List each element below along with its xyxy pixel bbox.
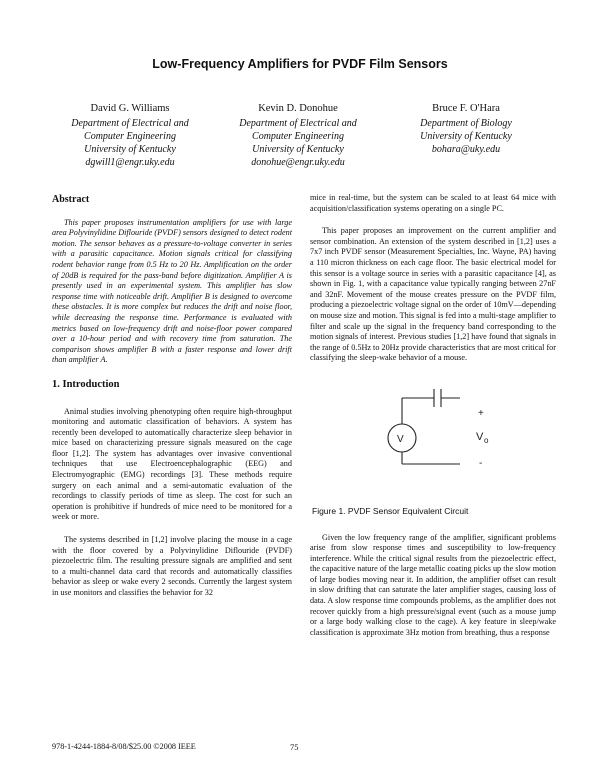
intro-paragraph-1: Animal studies involving phenotyping often require high-throughput monitoring and automatic classification of behaviors. A system has recently been developed to automatically characterize sleep behavior in mice based on characterizing pressure signals measured on the cage floor [1,2]. The system has advantages over invasive conventional techniques that use Electroencephalographic (EEG) and Electromyographic (EMG) recordings [3]. These methods require surgery on each animal and a semi-automatic evaluation of the recordings to classify periods of time as sleep. The cost for such an operation is prohibitive if hundreds of mice need to be monitored for a week or more. bbox=[52, 406, 292, 522]
source-label: V bbox=[397, 433, 404, 445]
author-name: David G. Williams bbox=[90, 103, 170, 114]
author-email: donohue@engr.uky.edu bbox=[251, 157, 345, 168]
author-email: dgwill1@engr.uky.edu bbox=[85, 157, 175, 168]
abstract-text: This paper proposes instrumentation amplifiers for use with large area Polyvinylidine Diflouride (PVDF) sensors designed to detect rodent motion. The sensor behaves as a pressure-to-voltage converter in series with a parasitic capacitance. Motion signals critical for classifying rodent behavior range from 0.5 Hz to 20 Hz. Amplification on the order of 20dB is required for the pass-band before digitization. Amplifier A is presently used in an experimental system. This amplifier has slow response time with noticeable drift. Amplifier B is designed to overcome these obstacles. It is more complex but reduces the drift and noise floor, while decreasing the response time. Performance is evaluated with metrics based on low-frequency drift and noise-floor power compared over a 10-hour period and with recovery time from saturation. The comparison shows amplifier B with a faster response and lower drift than amplifier A. bbox=[52, 217, 292, 365]
author-name: Bruce F. O'Hara bbox=[432, 103, 500, 114]
author-department: Department of Electrical and bbox=[71, 118, 189, 129]
right-column bbox=[310, 193, 556, 638]
author-department-line2: Computer Engineering bbox=[84, 131, 176, 142]
body-paragraph-continued: mice in real-time, but the system can be scaled to at least 64 mice with acquisition/classification systems operating on a single PC. bbox=[310, 193, 556, 213]
output-voltage-label: V bbox=[476, 430, 484, 443]
figure-1 bbox=[310, 364, 556, 506]
footer-isbn: 978-1-4244-1884-8/08/$25.00 ©2008 IEEE bbox=[52, 742, 196, 751]
output-voltage-subscript: o bbox=[484, 435, 489, 445]
body-paragraph: Given the low frequency range of the amplifier, significant problems arise from slow response times and susceptibility to low-frequency interference. While the critical signal results from the piezoelectric effect, the capacitive nature of the large metallic coating picks up the slow motion of large bodies moving near it. In addition, the amplifier offset can result in slow drifting that can saturate the later amplifier stages, causing loss of data. A slow response time compounds problems, as the amplifier does not recover quickly from a high pressure/signal event (such as a mouse jump or a large body walking close to the cage). A key feature in sleep/wake classification is approximate 3Hz motion from breathing, thus a response bbox=[310, 532, 556, 637]
plus-terminal-label: + bbox=[478, 407, 484, 419]
minus-terminal-label: - bbox=[479, 457, 483, 469]
author-department: Department of Electrical and bbox=[239, 118, 357, 129]
section-heading-introduction: 1. Introduction bbox=[52, 378, 120, 390]
figure-1-caption: Figure 1. PVDF Sensor Equivalent Circuit bbox=[312, 505, 469, 516]
page-number: 75 bbox=[290, 742, 299, 752]
author-block bbox=[35, 102, 225, 169]
paper-title: Low-Frequency Amplifiers for PVDF Film Sensors bbox=[152, 57, 448, 71]
author-university: University of Kentucky bbox=[84, 144, 176, 155]
left-column bbox=[52, 193, 292, 599]
author-block bbox=[203, 102, 393, 169]
body-paragraph: This paper proposes an improvement on the current amplifier and sensor combination. An extension of the system described in [1,2] uses a 7x7 inch PVDF sensor (Measurement Specialties, Inc. Wayne, PA) having a 110 micron thickness on each cage floor. The basic electrical model for this sensor is a voltage source in series with a parasitic capacitance [4], as shown in Fig. 1, with a capacitance value typically ranging between 27nF and 32nF. Movement of the mouse creates pressure on the PVDF film, producing a piezoelectric voltage signal on the order of 10mV—depending on mouse size and motion. This signal is fed into a multi-stage amplifier to filter and scale up the signal in the frequency band corresponding to the motion signals of interest. Previous studies [1,2] have found that signals in the range of 0.5Hz to 20Hz provide characteristics that are most critical for classifying the sleep-wake behavior of a mouse. bbox=[310, 226, 556, 363]
author-block bbox=[371, 102, 561, 156]
author-university: University of Kentucky bbox=[420, 131, 512, 142]
author-university: University of Kentucky bbox=[252, 144, 344, 155]
circuit-diagram bbox=[310, 368, 556, 488]
author-department: Department of Biology bbox=[420, 118, 512, 129]
author-name: Kevin D. Donohue bbox=[258, 103, 338, 114]
author-department-line2: Computer Engineering bbox=[252, 131, 344, 142]
author-email: bohara@uky.edu bbox=[431, 144, 501, 155]
abstract-heading: Abstract bbox=[52, 194, 90, 205]
intro-paragraph-2: The systems described in [1,2] involve placing the mouse in a cage with the floor covered by a Polyvinylidine Diflouride (PVDF) piezoelectric film. The resulting pressure signals are amplified and sent to a multi-channel data card that records and automatically classifies behavior as sleep or wake every 2 seconds. Currently the largest system in use monitors and classifies the behavior for 32 bbox=[52, 535, 292, 597]
